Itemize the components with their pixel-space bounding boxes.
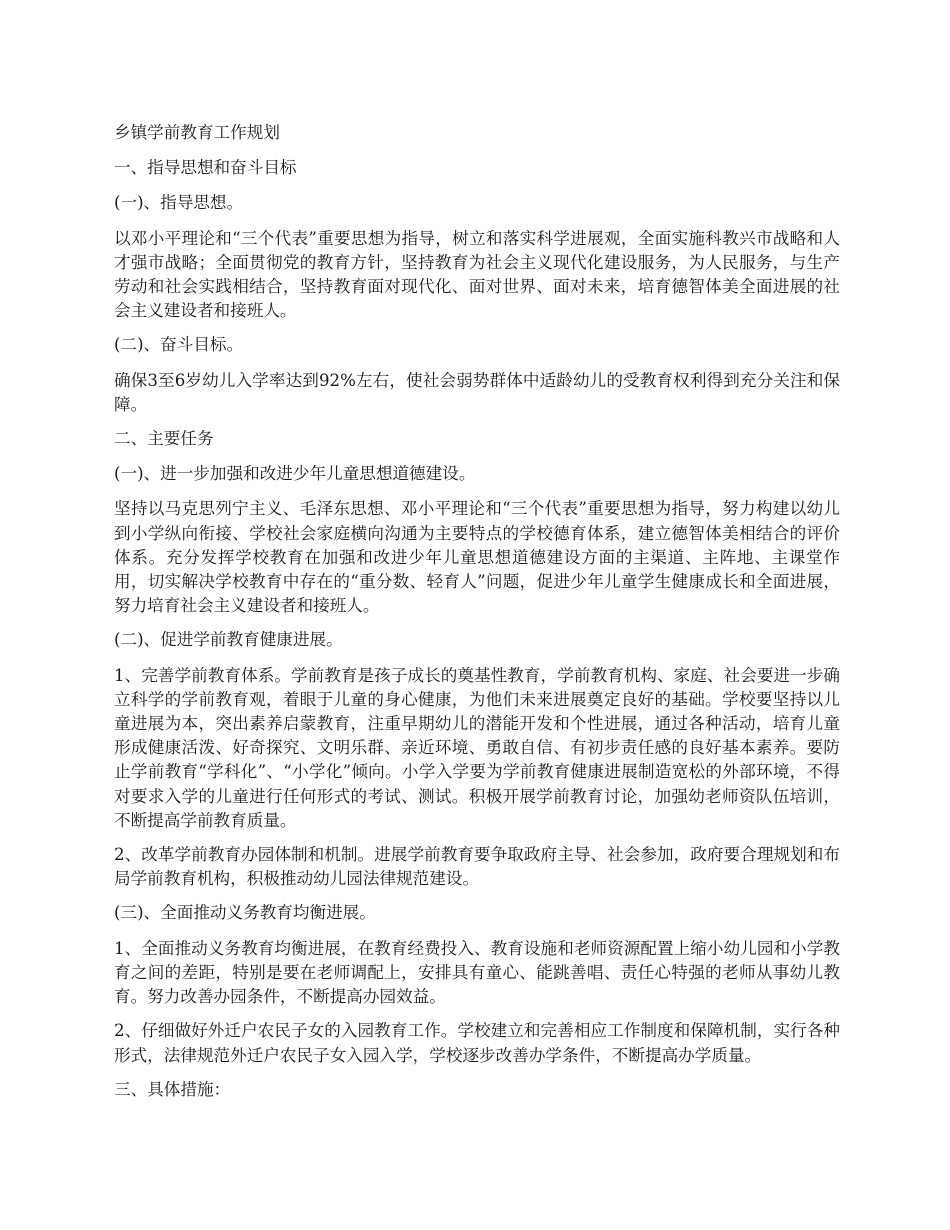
paragraph-preschool-system: 1、完善学前教育体系。学前教育是孩子成长的奠基性教育，学前教育机构、家庭、社会要进一步确立科学的学前教育观，着眼于儿童的身心健康，为他们未来进展奠定良好的基础。学校要坚持以儿童进展为本，突出素养启蒙教育，注重早期幼儿的潜能开发和个性进展，通过各种活动，培育儿童形成健康活泼、好奇探究、文明乐群、亲近环境、勇敢自信、有初步责任感的良好基本素养。要防止学前教育“学科化”、“小学化”倾向。小学入学要为学前教育健康进展制造宽松的外部环境，不得对要求入学的儿童进行任何形式的考试、测试。积极开展学前教育讨论，加强幼老师资队伍培训，不断提高学前教育质量。: [114, 665, 840, 830]
section-heading-guiding-ideology-and-goals: 一、指导思想和奋斗目标: [114, 158, 297, 178]
section-heading-main-tasks: 二、主要任务: [114, 429, 214, 449]
paragraph-moral-education: 坚持以马克思列宁主义、毛泽东思想、邓小平理论和“三个代表”重要思想为指导，努力构建以幼儿到小学纵向衔接、学校社会家庭横向沟通为主要特点的学校德育体系，建立德智体美相结合的评价体系。充分发挥学校教育在加强和改进少年儿童思想道德建设方面的主渠道、主阵地、主课堂作用，切实解决学校教育中存在的“重分数、轻育人”问题，促进少年儿童学生健康成长和全面进展，努力培育社会主义建设者和接班人。: [114, 499, 840, 616]
subheading-goals: (二)、奋斗目标。: [114, 335, 244, 355]
paragraph-guiding-ideology: 以邓小平理论和“三个代表”重要思想为指导，树立和落实科学进展观，全面实施科教兴市战略和人才强市战略；全面贯彻党的教育方针，坚持教育为社会主义现代化建设服务，为人民服务，与生产劳动和社会实践相结合，坚持教育面对现代化、面对世界、面对未来，培育德智体美全面进展的社会主义建设者和接班人。: [114, 228, 840, 321]
paragraph-goals: 确保3至6岁幼儿入学率达到92%左右，使社会弱势群体中适龄幼儿的受教育权利得到充分关注和保障。: [114, 370, 840, 414]
section-heading-specific-measures: 三、具体措施：: [114, 1079, 231, 1099]
document-body: [114, 121, 840, 1113]
subheading-guiding-ideology: (一)、指导思想。: [114, 193, 244, 213]
subheading-moral-education: (一)、进一步加强和改进少年儿童思想道德建设。: [114, 464, 476, 484]
subheading-preschool-development: (二)、促进学前教育健康进展。: [114, 630, 343, 650]
paragraph-balanced-development: 1、全面推动义务教育均衡进展，在教育经费投入、教育设施和老师资源配置上缩小幼儿园和小学教育之间的差距，特别是要在老师调配上，安排具有童心、能跳善唱、责任心特强的老师从事幼儿教育。努力改善办园条件，不断提高办园效益。: [114, 938, 840, 1007]
paragraph-preschool-reform: 2、改革学前教育办园体制和机制。进展学前教育要争取政府主导、社会参加，政府要合理规划和布局学前教育机构，积极推动幼儿园法律规范建设。: [114, 845, 840, 889]
document-title: 乡镇学前教育工作规划: [114, 123, 280, 142]
subheading-compulsory-education: (三)、全面推动义务教育均衡进展。: [114, 903, 376, 923]
paragraph-migrant-children: 2、仔细做好外迁户农民子女的入园教育工作。学校建立和完善相应工作制度和保障机制，实行各种形式，法律规范外迁户农民子女入园入学，学校逐步改善办学条件，不断提高办学质量。: [114, 1021, 840, 1065]
